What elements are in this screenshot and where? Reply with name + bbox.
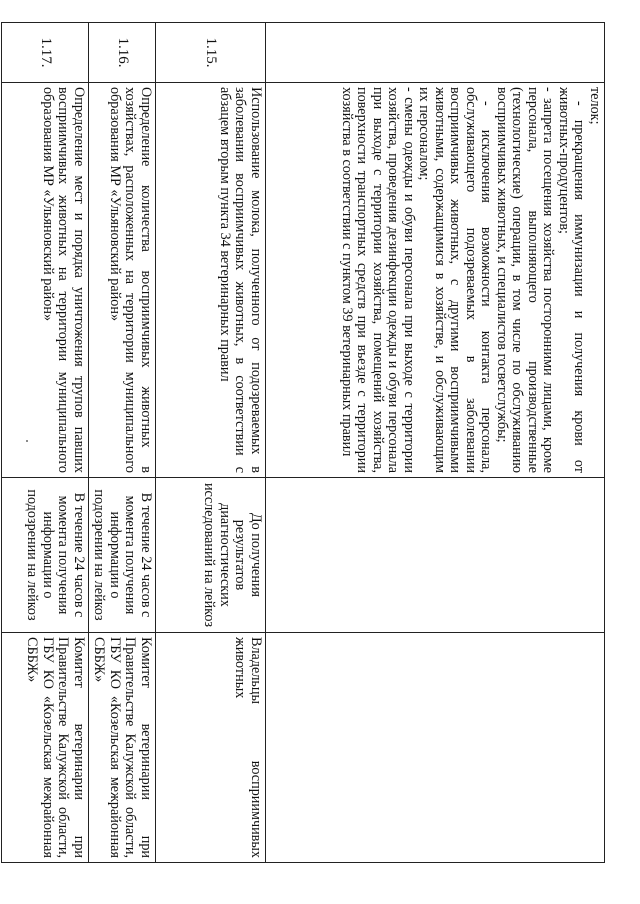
table-row xyxy=(156,23,266,863)
row-responsible xyxy=(266,633,605,863)
row-term: В течение 24 часов с момента получения информации о подозрении на лейкоз xyxy=(89,478,156,633)
row-action: Использование молока, полученного от подозреваемых в заболевании восприимчивых животных, в соответствии с абзацем вторым пункта 34 ветеринарных правил xyxy=(156,83,266,478)
action-line: - запрета посещения хозяйства посторонними лицами, кроме персонала, выполняющего производственные (технологические) операции, в том числе по обслуживанию восприимчивых животных, и специалистов госветслужбы; xyxy=(494,87,557,473)
rotated-table-container xyxy=(5,22,605,862)
row-number: 1.15. xyxy=(156,23,266,83)
row-responsible: Комитет ветеринарии при Правительстве Калужской области, ГБУ КО «Козельская межрайонная СББЖ» xyxy=(89,633,156,863)
table-row xyxy=(89,23,156,863)
table-row xyxy=(2,23,89,863)
row-responsible: Комитет ветеринарии при Правительстве Калужской области, ГБУ КО «Козельская межрайонная СББЖ» xyxy=(2,633,89,863)
row-number: 1.16. xyxy=(89,23,156,83)
row-action: Определение количества восприимчивых животных в хозяйствах, расположенных на территории муниципального образования МР «Ульяновский район» xyxy=(89,83,156,478)
row-term: До получения результатов диагностических исследований на лейкоз xyxy=(156,478,266,633)
action-line: телок; xyxy=(587,87,603,125)
row-term xyxy=(266,478,605,633)
row-action xyxy=(266,83,605,478)
row-responsible: Владельцы восприимчивых животных xyxy=(156,633,266,863)
table-row xyxy=(266,23,605,863)
action-line: - смены одежды и обуви персонала при выходе с территории хозяйства, проведения дезинфекции одежды и обуви персонала при выходе с территории хозяйства, помещений хозяйства, поверхности транспортных средств при въезде с территории хозяйства в соответствии с пунктом 39 ветеринарных правил xyxy=(339,87,417,473)
row-action: Определение мест и порядка уничтожения трупов павших восприимчивых животных на территории муниципального образования МР «Ульяновский район» xyxy=(2,83,89,478)
action-line: - прекращения иммунизации и получения крови от животных-продуцентов; xyxy=(556,87,588,473)
action-line: - исключения возможности контакта персонала, обслуживающего подозреваемых в заболевании восприимчивых животных, с другими восприимчивыми животными, содержащимися в хозяйстве, и обслуживающим их персоналом; xyxy=(416,87,495,473)
row-term: В течение 24 часов с момента получения информации о подозрении на лейкоз xyxy=(2,478,89,633)
row-number: 1.17. xyxy=(2,23,89,83)
measures-table xyxy=(1,22,605,863)
row-number xyxy=(266,23,605,83)
